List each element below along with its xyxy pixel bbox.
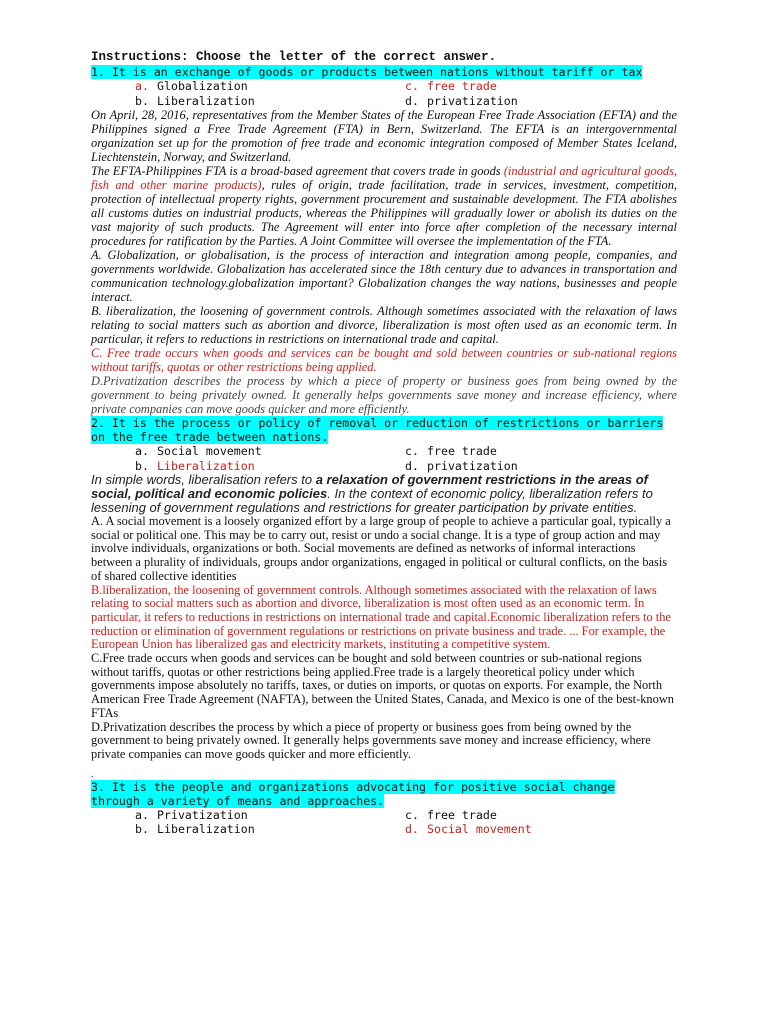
question-1-text: 1. It is an exchange of goods or products between nations without tariff or tax <box>91 65 643 79</box>
q1-explanation-b: B. liberalization, the loosening of government controls. Although sometimes associated with the relaxation of laws relating to social matters such as abortion and divorce, liberalization is most often used as an economic term. In particular, it refers to reductions in restrictions on international trade and capital. <box>91 304 677 346</box>
q2-explanation-b: B.liberalization, the loosening of government controls. Although sometimes associated with the relaxation of laws relating to social matters such as abortion and divorce, liberalization is most often used as an economic term. In particular, it refers to reductions in restrictions on international trade and capital.Economic liberalization refers to the reduction or elimination of government regulations or restrictions on private business and trade. ... For example, the European Union has liberalized gas and electricity markets, instituting a competitive system. <box>91 582 671 652</box>
q1-option-c[interactable]: c. free trade <box>405 79 497 93</box>
question-2-line-2: on the free trade between nations. <box>91 430 329 444</box>
q2-simple-definition-bold: a relaxation of government restrictions in the areas of social, political and economic policies <box>91 472 649 501</box>
stray-period: . <box>91 768 94 780</box>
q2-explanation-c: C.Free trade occurs when goods and services can be bought and sold between countries or sub-national regions without tariffs, quotas or other restrictions being applied.Free trade is a largely theoretical policy under which governments impose absolutely no tariffs, taxes, or duties on imports, or quotas on exports. For example, the North American Free Trade Agreement (NAFTA), between the United States, Canada, and Mexico is one of the best-known FTAs <box>91 651 674 720</box>
question-2 <box>91 416 677 444</box>
q1-explanation-a: A. Globalization, or globalisation, is the process of interaction and integration among people, companies, and governments worldwide. Globalization has accelerated since the 18th century due to advances in transportation and communication technology.globalization important? Globalization changes the way nations, businesses and people interact. <box>91 248 677 304</box>
q1-option-d[interactable]: d. privatization <box>405 93 518 108</box>
q1-passage-1: On April, 28, 2016, representatives from the Member States of the European Free Trade Association (EFTA) and the Philippines signed a Free Trade Agreement (FTA) in Bern, Switzerland. The EFTA is an intergovernmental organization set up for the promotion of free trade and economic integration composed of Member States Iceland, Liechtenstein, Norway, and Switzerland. <box>91 108 677 164</box>
q2-option-c[interactable]: c. free trade <box>405 444 497 458</box>
q2-option-a[interactable]: a. Social movement <box>135 444 262 458</box>
q3-option-b[interactable]: b. Liberalization <box>135 822 255 837</box>
q1-passage-2-highlight: (industrial and agricultural goods, fish and other marine products) <box>91 164 678 192</box>
q2-explanation-d: D.Privatization describes the process by which a piece of property or business goes from being owned by the government to being privately owned. It generally helps governments save money and increase efficiency, where private companies can move goods quicker and more efficiently. <box>91 719 651 761</box>
q2-simple-definition: In simple words, liberalisation refers to a relaxation of government restrictions in the areas of social, political and economic policies. In the context of economic policy, liberalization refers to lessening of government regulations and restrictions for greater participation by private entities. <box>91 472 653 515</box>
question-1 <box>91 65 677 79</box>
q2-explanation-a: A. A social movement is a loosely organized effort by a large group of people to achieve a particular goal, typically a social or political one. This may be to carry out, resist or undo a social change. It is a type of group action and may involve individuals, organizations or both. Social movements are defined as networks of informal interactions between a plurality of individuals, groups andor organizations, engaged in political or cultural conflicts, on the basis of shared collective identities <box>91 514 671 583</box>
document-page <box>91 50 677 837</box>
question-1-options <box>91 79 677 108</box>
instructions-heading: Instructions: Choose the letter of the correct answer. <box>91 50 497 64</box>
question-3-line-2: through a variety of means and approaches. <box>91 793 385 808</box>
question-2-options <box>91 444 677 473</box>
q2-option-d[interactable]: d. privatization <box>405 458 518 473</box>
question-2-line-1: 2. It is the process or policy of removal or reduction of restrictions or barriers <box>91 416 664 430</box>
question-3-options <box>91 808 677 837</box>
question-3 <box>91 780 677 808</box>
q3-option-a[interactable]: a. Privatization <box>135 807 248 822</box>
q1-option-a[interactable]: a. Globalization <box>135 79 248 93</box>
question-3-line-1: 3. It is the people and organizations advocating for positive social change <box>91 779 615 794</box>
q1-option-b[interactable]: b. Liberalization <box>135 93 255 108</box>
q1-explanation-c: C. Free trade occurs when goods and services can be bought and sold between countries or sub-national regions without tariffs, quotas or other restrictions being applied. <box>91 346 677 374</box>
q1-explanation-d: D.Privatization describes the process by which a piece of property or business goes from being owned by the government to being privately owned. It generally helps governments save money and increase efficiency, where private companies can move goods quicker and more efficiently. <box>91 374 677 416</box>
q3-option-d[interactable]: d. Social movement <box>405 822 532 837</box>
q3-option-c[interactable]: c. free trade <box>405 807 497 822</box>
q1-passage-2: The EFTA-Philippines FTA is a broad-based agreement that covers trade in goods (industrial and agricultural goods, fish and other marine products), rules of origin, trade facilitation, trade in services, investment, competition, protection of intellectual property rights, government procurement and sustainable development. The FTA abolishes all customs duties on industrial products, whereas the Philippines will gradually lower or abolish its duties on the vast majority of such products. The Agreement will enter into force after completion of the necessary internal procedures for ratification by the Parties. A Joint Committee will oversee the implementation of the FTA. <box>91 164 678 248</box>
q2-option-b[interactable]: b. Liberalization <box>135 458 255 473</box>
